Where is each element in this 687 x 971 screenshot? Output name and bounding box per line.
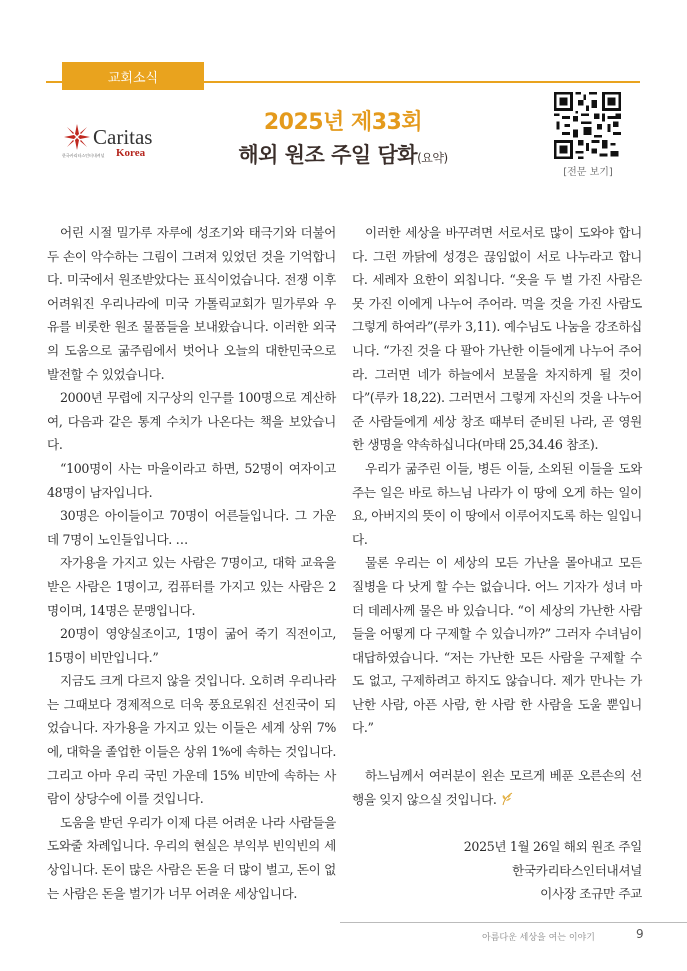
paragraph: 2000년 무렵에 지구상의 인구를 100명으로 계산하여, 다음과 같은 통계 수치가 나온다는 책을 보았습니다. xyxy=(47,390,336,453)
closing-paragraph xyxy=(352,764,642,811)
paragraph: 이러한 세상을 바꾸려면 서로서로 많이 도와야 합니다. 그런 까닭에 성경은 끊임없이 서로 나누라고 합니다. 세례자 요한이 외칩니다. “옷을 두 벌 가진 사람은 못 가진 이에게 나누어 주어라. 먹을 것을 가진 사람도 그렇게 하여라”(루카 3,11). 예수님도 나눔을 강조하십니다. “가진 것을 다 팔아 가난한 이들에게 나누어 주어라. 그러면 네가 하늘에서 보물을 차지하게 될 것이다”(루카 18,22). 그러면서 그렇게 자신의 것을 나누어 준 사람들에게 세상 창조 때부터 준비된 나라, 곧 영원한 생명을 약속하십니다(마태 25,34.46 참조). xyxy=(352,225,642,453)
title-block xyxy=(200,108,486,175)
section-tag: 교회소식 xyxy=(62,62,204,90)
page-number: 9 xyxy=(636,927,644,941)
leaf-ornament-icon xyxy=(500,792,514,806)
paragraph: 자가용을 가지고 있는 사람은 7명이고, 대학 교육을 받은 사람은 1명이고, 컴퓨터를 가지고 있는 사람은 2명이며, 14명은 문맹입니다. xyxy=(47,555,336,618)
qr-label: [전문 보기] xyxy=(563,167,613,178)
title-suffix: (요약) xyxy=(417,151,448,165)
signature-org: 한국카리타스인터내셔널 xyxy=(512,862,642,878)
title-main xyxy=(200,138,486,175)
spacer xyxy=(352,740,642,764)
logo-wordmark: Caritas xyxy=(93,125,153,149)
qr-code-icon[interactable] xyxy=(554,92,621,159)
footer-rule xyxy=(340,922,687,923)
paragraph: 어린 시절 밀가루 자루에 성조기와 태극기와 더불어 두 손이 악수하는 그림이 그려져 있었던 것을 기억합니다. 미국에서 원조받았다는 표식이었습니다. 전쟁 이후 어려워진 우리나라에 미국 가톨릭교회가 밀가루와 우유를 비롯한 원조 물품들을 보내왔습니다. 이러한 외국의 도움으로 굶주림에서 벗어나 오늘의 대한민국으로 발전할 수 있었습니다. xyxy=(47,225,336,382)
paragraph: “100명이 사는 마을이라고 하면, 52명이 여자이고 48명이 남자입니다. xyxy=(47,460,336,500)
paragraph: 지금도 크게 다르지 않을 것입니다. 오히려 우리나라는 그때보다 경제적으로 더욱 풍요로워진 선진국이 되었습니다. 자가용을 가지고 있는 이들은 세계 상위 7%에, 대학을 졸업한 이들은 상위 1%에 속하는 것입니다. 그리고 아마 우리 국민 가운데 15% 비만에 속하는 사람이 상당수에 이를 것입니다. xyxy=(47,673,336,807)
caritas-logo-icon xyxy=(62,122,92,152)
paragraph: 우리가 굶주린 이들, 병든 이들, 소외된 이들을 도와주는 일은 바로 하느님 나라가 이 땅에 오게 하는 일이요, 아버지의 뜻이 이 땅에서 이루어지도록 하는 일입니다. xyxy=(352,460,642,547)
closing-text: 하느님께서 여러분이 왼손 모르게 베푼 오른손의 선행을 잊지 않으실 것입니다. xyxy=(352,768,642,807)
paragraph: 도움을 받던 우리가 이제 다른 어려운 나라 사람들을 도와줄 차례입니다. 우리의 현실은 부익부 빈익빈의 세상입니다. 돈이 많은 사람은 돈을 더 많이 벌고, 돈이 없는 사람은 돈을 벌기가 너무 어려운 세상입니다. xyxy=(47,814,336,901)
left-column xyxy=(47,221,336,905)
footer-tagline: 아름다운 세상을 여는 이야기 xyxy=(482,933,595,943)
signature-date: 2025년 1월 26일 해외 원조 주일 xyxy=(463,839,642,855)
logo-korea: Korea xyxy=(116,147,146,159)
right-column xyxy=(352,221,642,906)
logo-subtitle: 한국카리타스인터내셔널 xyxy=(62,153,105,158)
title-year: 2025년 제33회 xyxy=(263,110,423,135)
signature-name: 이사장 조규만 주교 xyxy=(540,886,642,902)
paragraph: 20명이 영양실조이고, 1명이 굶어 죽기 직전이고, 15명이 비만입니다.” xyxy=(47,626,336,665)
caritas-logo xyxy=(62,122,152,162)
paragraph: 물론 우리는 이 세상의 모든 가난을 몰아내고 모든 질병을 다 낫게 할 수는 없습니다. 어느 기자가 성녀 마더 데레사께 물은 바 있습니다. “이 세상의 가난한 사람들을 어떻게 다 구제할 수 있습니까?” 그러자 수녀님이 대답하였습니다. “저는 가난한 모든 사람을 구제할 수도 없고, 구제하려고 하지도 않습니다. 제가 만나는 가난한 사람, 아픈 사람, 한 사람 한 사람을 도울 뿐입니다.” xyxy=(352,555,642,736)
spacer xyxy=(352,811,642,835)
title-main-text: 해외 원조 주일 담화 xyxy=(238,143,418,167)
paragraph: 30명은 아이들이고 70명이 어른들입니다. 그 가운데 7명이 노인들입니다. … xyxy=(47,508,336,547)
